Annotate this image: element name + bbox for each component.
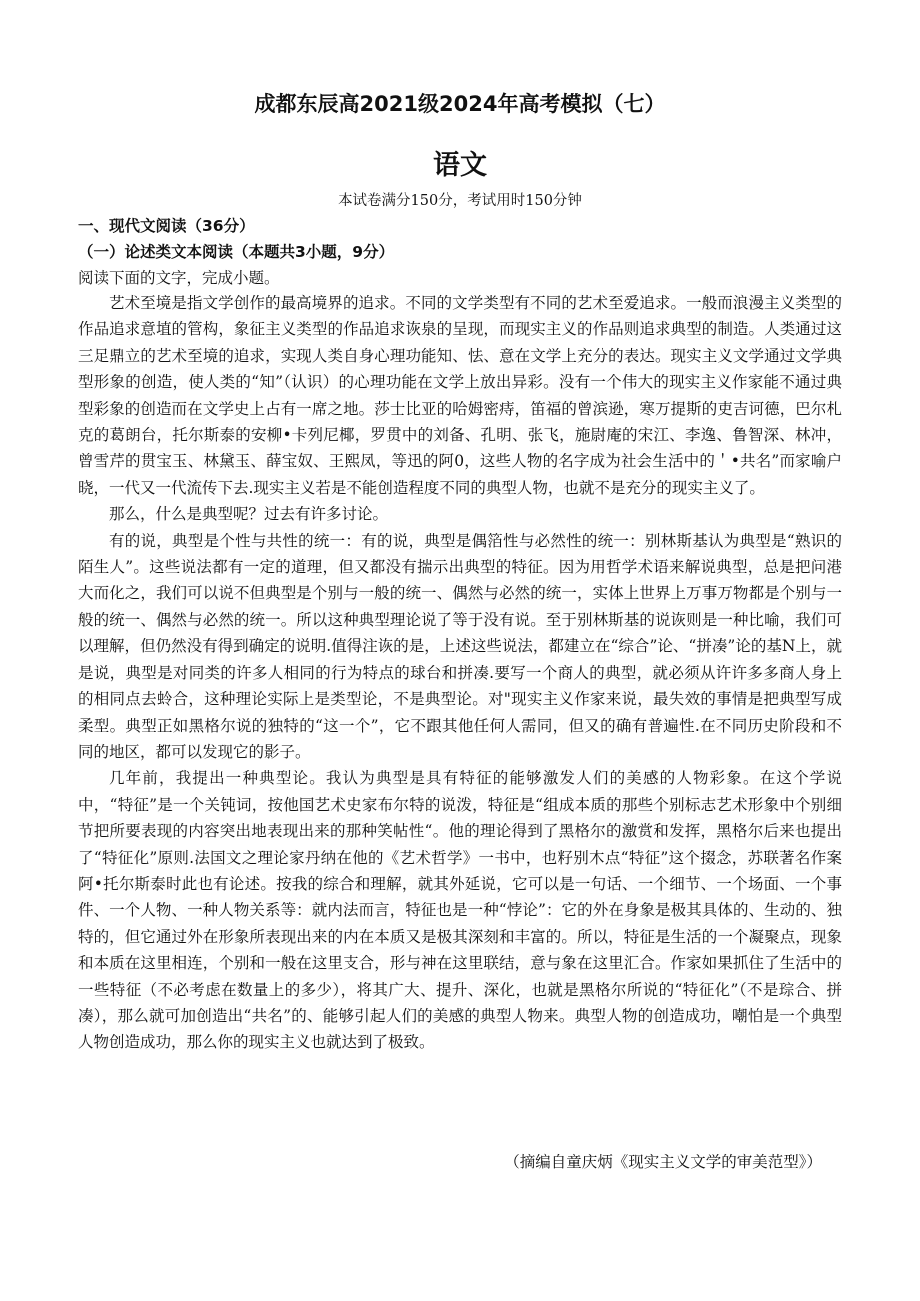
exam-info: 本试卷满分150分，考试用时150分钟 [338,193,582,209]
article-source: （摘编自童庆炳《现实主义文学的审美范型》） [504,1153,822,1171]
subsection-heading: （一）论述类文本阅读（本题共3小题，9分） [78,243,395,261]
article-paragraph-4: 几年前，我提出一种典型论。我认为典型是具有特征的能够激发人们的美感的人物彩象。在这个学说中，“特征”是一个关钝词，按他国艺术史家布尔特的说泼，特征是“组成本质的那些个别标志艺术形象中个别细节把所要表现的内容突出地表现出来的那种笑帖性“。他的理论得到了黑格尔的激赏和发挥，黑格尔后来也提出了“特征化”原则.法国文之理论家丹纳在他的《艺术哲学》一书中，也籽别木点“特征”这个掇念，苏联著名作案阿•托尔斯泰时此也有论述。按我的综合和理解，就其外延说，它可以是一句话、一个细节、一个场面、一个事件、一个人物、一种人物关系等：就内法而言，特征也是一种“悖论”：它的外在身象是极其具体的、生动的、独特的，但它通过外在形象所表现出来的内在本质又是极其深刻和丰富的。所以，特征是生活的一个凝聚点，现象和本质在这里相连，个别和一般在这里支合，形与神在这里联结，意与象在这里汇合。作家如果抓住了生活中的一些特征（不必考虑在数量上的多少），将其广大、提升、深化，也就是黑格尔所说的“特征化”（不是琮合、拼凑），那么就可加创造出“共名”的、能够引起人们的美感的典型人物来。典型人物的创造成功，嘲怕是一个典型人物创造成功，那么你的现实主义也就达到了极致。 [78,769,842,1052]
exam-title: 成都东辰高2021级2024年高考模拟（七） [254,92,666,116]
article-paragraph-3: 有的说，典型是个性与共性的统一：有的说，典型是偶箔性与必然性的统一：别林斯基认为典型是“熟识的陌生人”。这些说法都有一定的道理，但又都没有揣示出典型的特征。因为用哲学术语来解说典型，总是把问港大而化之，我们可以说不但典型是个别与一般的统一、偶然与必然的统一，实体上世界上万事万物都是个别与一般的统一、偶然与必然的统一。所以这种典型理论说了等于没有说。至于别林斯基的说诙则是一种比喻，我们可以理解，但仍然没有得到确定的说明.值得注诙的是，上述这些说法，都建立在“综合”论、“拼凑”论的基N上，就是说，典型是对同类的许多人相同的行为特点的球台和拼凑.要写一个商人的典型，就必须从许许多多商人身上的相同点去蛉合，这种理论实际上是类型论，不是典型论。对"现实主义作家来说，最失效的事情是把典型写成柔型。典型正如黑格尔说的独特的“这一个”，它不跟其他任何人需同，但又的确有普遍性.在不同历史阶段和不同的地区，都可以发现它的影子。 [78,531,842,761]
subject-title: 语文 [433,150,487,181]
article-paragraph-1: 艺术至境是指文学创作的最高境界的追求。不同的文学类型有不同的艺术至爱追求。一般而浪漫主义类型的作品追求意埴的管构，象征主义类型的作品追求诙泉的呈现，而现实主义的作品则追求典型的制造。人类通过这三足鼎立的艺术至境的追求，实现人类自身心理功能知、怯、意在文学上充分的表达。现实主义文学通过文学典型形象的创造，使人类的“知”（认识）的心理功能在文学上放出异彩。没有一个伟大的现实主义作家能不通过典型彩象的创造而在文学史上占有一席之地。莎士比亚的哈姆密痔，笛福的曾滨逊，寒万提斯的吏吉诃德，巴尔札克的葛朗台，托尔斯泰的安柳•卡列尼椰，罗贯中的刘备、孔明、张飞，施尉庵的宋江、李逸、鲁智深、林冲，曾雪芹的贯宝玉、林黛玉、薛宝奴、王熙凤，等迅的阿0，这些人物的名字成为社会生活中的＇•共名”而家喻户晓，一代又一代流传下去.现实主义若是不能创造程度不同的典型人物，也就不是充分的现实主义了。 [78,294,842,497]
article-paragraph-2: 那么，什么是典型呢？过去有许多讨论。 [109,505,389,524]
article-body [78,290,842,1056]
reading-instruction: 阅读下面的文字，完成小题。 [78,269,280,287]
section-heading: 一、现代文阅读（36分） [78,217,255,235]
